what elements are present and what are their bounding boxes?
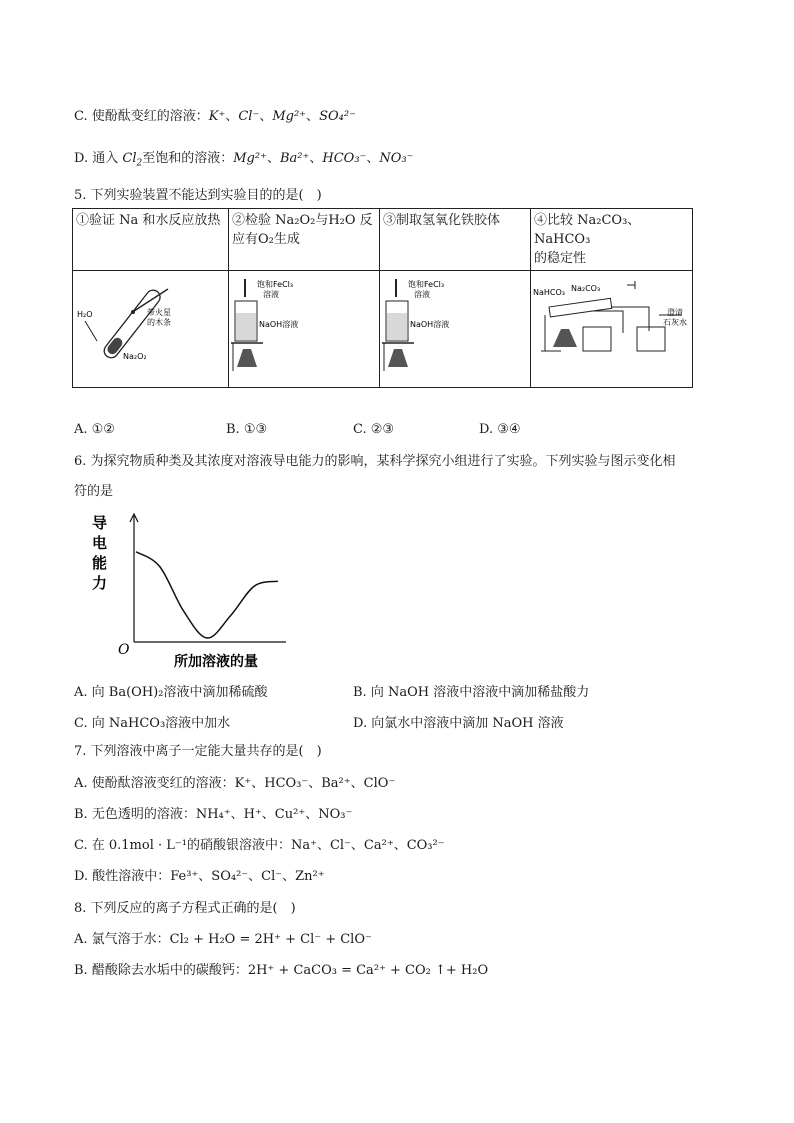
q5-option-a: A. ①② <box>74 422 115 437</box>
q5-option-d: D. ③④ <box>479 422 521 437</box>
q8-option-b: B. 醋酸除去水垢中的碳酸钙：2H⁺ + CaCO₃ = Ca²⁺ + CO₂ ↑+ H₂O <box>74 963 489 978</box>
q6-stem-line-2: 符的是 <box>74 484 114 499</box>
conductivity-graph <box>86 510 286 670</box>
svg-text:饱和FeCl₃: 饱和FeCl₃ <box>257 280 294 289</box>
q6-option-b: B. 向 NaOH 溶液中溶液中滴加稀盐酸力 <box>353 685 590 700</box>
q4-option-c: C. 使酚酞变红的溶液：K⁺、Cl⁻、Mg²⁺、SO₄²⁻ <box>74 109 356 124</box>
q7-option-d: D. 酸性溶液中：Fe³⁺、SO₄²⁻、Cl⁻、Zn²⁺ <box>74 869 325 884</box>
y-axis-label-char: 电 <box>92 534 108 552</box>
svg-text:NaOH溶液: NaOH溶液 <box>410 320 450 329</box>
q7-option-b: B. 无色透明的溶液：NH₄⁺、H⁺、Cu²⁺、NO₃⁻ <box>74 807 353 822</box>
x-axis-label: 所加溶液的量 <box>174 654 258 670</box>
q5-option-b: B. ①③ <box>226 422 268 437</box>
splint-label-1: 带火星 <box>147 308 171 317</box>
q6-option-d: D. 向氯水中溶液中滴加 NaOH 溶液 <box>353 716 564 731</box>
conductivity-curve <box>136 552 278 638</box>
q6-option-c: C. 向 NaHCO₃溶液中加水 <box>74 716 231 731</box>
fecl3-naoh-apparatus-3 <box>380 271 530 381</box>
y-axis-label <box>92 514 107 592</box>
q5-cell-2: ②检验 Na₂O₂与H₂O 反 应有O₂生成 <box>229 209 380 271</box>
y-axis-label-char: 能 <box>92 554 108 572</box>
q5-figure-4 <box>531 271 693 388</box>
origin-label: O <box>118 642 130 658</box>
q8-stem: 8. 下列反应的离子方程式正确的是( ) <box>74 901 296 916</box>
q6-option-a: A. 向 Ba(OH)₂溶液中滴加稀硫酸 <box>74 685 268 700</box>
q5-apparatus-table <box>72 208 693 388</box>
q5-figure-3 <box>380 271 531 388</box>
y-axis-label-char: 力 <box>92 574 108 592</box>
h2o-label: H₂O <box>77 310 93 319</box>
q5-figure-2 <box>229 271 380 388</box>
q5-cell-3: ③制取氢氧化铁胶体 <box>380 209 531 271</box>
svg-text:饱和FeCl₃: 饱和FeCl₃ <box>408 280 445 289</box>
fecl3-naoh-apparatus-2 <box>229 271 379 381</box>
svg-text:溶液: 溶液 <box>414 290 430 299</box>
q5-option-c: C. ②③ <box>353 422 395 437</box>
q5-stem: 5. 下列实验装置不能达到实验目的的是( ) <box>74 188 322 203</box>
na2o2-label: Na₂O₂ <box>123 352 147 361</box>
q7-option-a: A. 使酚酞溶液变红的溶液：K⁺、HCO₃⁻、Ba²⁺、ClO⁻ <box>74 776 396 791</box>
thermal-stability-apparatus <box>531 271 691 381</box>
svg-text:溶液: 溶液 <box>263 290 279 299</box>
svg-text:石灰水: 石灰水 <box>663 318 687 327</box>
q4-option-d: D. 通入 $Cl_2$至饱和的溶液：Mg²⁺、Ba²⁺、HCO₃⁻、NO₃⁻ <box>74 151 414 169</box>
q5-figure-1 <box>73 271 229 388</box>
y-axis-label-char: 导 <box>92 514 108 532</box>
svg-text:NaOH溶液: NaOH溶液 <box>259 320 299 329</box>
svg-text:NaHCO₃: NaHCO₃ <box>533 288 565 297</box>
q5-cell-4: ④比较 Na₂CO₃、NaHCO₃ 的稳定性 <box>531 209 693 271</box>
test-tube-drawing <box>73 271 228 381</box>
q7-option-c: C. 在 0.1mol · L⁻¹的硝酸银溶液中：Na⁺、Cl⁻、Ca²⁺、CO₃²⁻ <box>74 838 445 853</box>
splint-label-2: 的木条 <box>147 318 171 327</box>
q8-option-a: A. 氯气溶于水：Cl₂ + H₂O = 2H⁺ + Cl⁻ + ClO⁻ <box>74 932 372 947</box>
q5-options <box>74 422 714 440</box>
svg-text:澄清: 澄清 <box>667 308 683 317</box>
svg-text:Na₂CO₃: Na₂CO₃ <box>571 284 601 293</box>
q6-stem-line-1: 6. 为探究物质种类及其浓度对溶液导电能力的影响，某科学探究小组进行了实验。下列实验与图示变化相 <box>74 454 676 469</box>
q7-stem: 7. 下列溶液中离子一定能大量共存的是( ) <box>74 744 322 759</box>
q5-cell-1: ①验证 Na 和水反应放热 <box>73 209 229 271</box>
